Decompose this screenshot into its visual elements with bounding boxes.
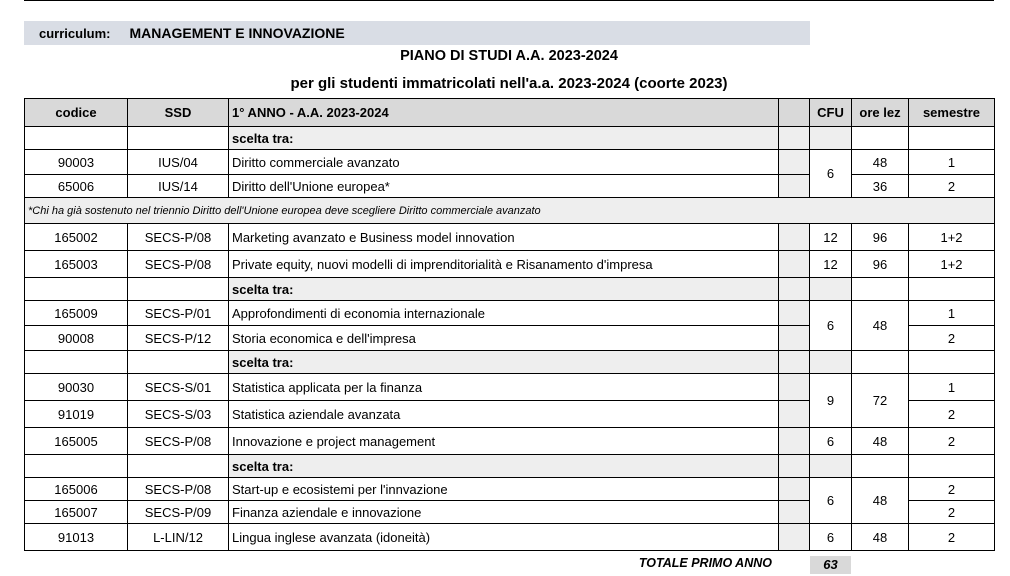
page-title: PIANO DI STUDI A.A. 2023-2024: [400, 48, 618, 64]
table-row: [25, 374, 995, 401]
scelta-label: scelta tra:: [229, 127, 779, 150]
header-codice: codice: [25, 99, 128, 127]
ore-cell: 48: [852, 428, 909, 455]
ssd-cell: IUS/14: [128, 175, 229, 198]
semestre-cell: 2: [909, 428, 995, 455]
study-plan-table: [24, 98, 995, 551]
scelta-row: [25, 127, 995, 150]
scelta-label: scelta tra:: [229, 278, 779, 301]
codice-cell: 165006: [25, 478, 128, 501]
ssd-cell: L-LIN/12: [128, 524, 229, 551]
cfu-cell: 6: [810, 150, 852, 198]
scelta-row: [25, 351, 995, 374]
scelta-row: [25, 455, 995, 478]
table-row: [25, 150, 995, 175]
curriculum-bar: [24, 21, 810, 45]
header-semestre: semestre: [909, 99, 995, 127]
ssd-cell: IUS/04: [128, 150, 229, 175]
ssd-cell: SECS-P/01: [128, 301, 229, 326]
cfu-cell: 6: [810, 428, 852, 455]
semestre-cell: 1: [909, 374, 995, 401]
ssd-cell: SECS-P/08: [128, 428, 229, 455]
semestre-cell: 2: [909, 175, 995, 198]
ore-cell: 48: [852, 524, 909, 551]
codice-cell: 165007: [25, 501, 128, 524]
table-row: [25, 224, 995, 251]
header-cfu: CFU: [810, 99, 852, 127]
course-name: Approfondimenti di economia internazionale: [229, 301, 779, 326]
semestre-cell: 2: [909, 524, 995, 551]
course-name: Private equity, nuovi modelli di imprenditorialità e Risanamento d'impresa: [229, 251, 779, 278]
ssd-cell: SECS-S/03: [128, 401, 229, 428]
totale-label: TOTALE PRIMO ANNO: [638, 556, 772, 570]
codice-cell: 65006: [25, 175, 128, 198]
header-row: [25, 99, 995, 127]
cfu-cell: 12: [810, 224, 852, 251]
codice-cell: 90008: [25, 326, 128, 351]
codice-cell: 90003: [25, 150, 128, 175]
table-row: [25, 524, 995, 551]
ssd-cell: SECS-P/08: [128, 478, 229, 501]
scelta-label: scelta tra:: [229, 455, 779, 478]
codice-cell: 165003: [25, 251, 128, 278]
semestre-cell: 2: [909, 478, 995, 501]
course-name: Statistica applicata per la finanza: [229, 374, 779, 401]
ore-cell: 96: [852, 251, 909, 278]
header-ore: ore lez: [852, 99, 909, 127]
note-row: [25, 198, 995, 224]
ssd-cell: SECS-P/09: [128, 501, 229, 524]
semestre-cell: 2: [909, 401, 995, 428]
course-name: Start-up e ecosistemi per l'innvazione: [229, 478, 779, 501]
codice-cell: 91019: [25, 401, 128, 428]
note-text: *Chi ha già sostenuto nel triennio Diritto dell'Unione europea deve scegliere Diritto commerciale avanzato: [25, 198, 995, 224]
cfu-cell: 6: [810, 301, 852, 351]
table-row: [25, 301, 995, 326]
cfu-cell: 6: [810, 478, 852, 524]
ore-cell: 96: [852, 224, 909, 251]
semestre-cell: 1: [909, 150, 995, 175]
course-name: Diritto dell'Unione europea*: [229, 175, 779, 198]
codice-cell: 165005: [25, 428, 128, 455]
totale-label-box: [24, 556, 810, 573]
semestre-cell: 1: [909, 301, 995, 326]
top-rule: [24, 0, 994, 1]
ssd-cell: SECS-S/01: [128, 374, 229, 401]
codice-cell: 165009: [25, 301, 128, 326]
ore-cell: 48: [852, 301, 909, 351]
codice-cell: 165002: [25, 224, 128, 251]
ssd-cell: SECS-P/08: [128, 251, 229, 278]
course-name: Innovazione e project management: [229, 428, 779, 455]
scelta-label: scelta tra:: [229, 351, 779, 374]
ore-cell: 72: [852, 374, 909, 428]
header-blank: [779, 99, 810, 127]
scelta-row: [25, 278, 995, 301]
course-name: Diritto commerciale avanzato: [229, 150, 779, 175]
cfu-cell: 6: [810, 524, 852, 551]
ssd-cell: SECS-P/12: [128, 326, 229, 351]
course-name: Statistica aziendale avanzata: [229, 401, 779, 428]
course-name: Finanza aziendale e innovazione: [229, 501, 779, 524]
header-ssd: SSD: [128, 99, 229, 127]
ore-cell: 48: [852, 150, 909, 175]
semestre-cell: 2: [909, 326, 995, 351]
ssd-cell: SECS-P/08: [128, 224, 229, 251]
codice-cell: 91013: [25, 524, 128, 551]
page-subtitle: per gli studenti immatricolati nell'a.a. 2023-2024 (coorte 2023): [290, 75, 728, 92]
ore-cell: 36: [852, 175, 909, 198]
semestre-cell: 2: [909, 501, 995, 524]
course-name: Marketing avanzato e Business model innovation: [229, 224, 779, 251]
semestre-cell: 1+2: [909, 224, 995, 251]
course-name: Lingua inglese avanzata (idoneità): [229, 524, 779, 551]
cfu-cell: 12: [810, 251, 852, 278]
curriculum-value: MANAGEMENT E INNOVAZIONE: [129, 25, 345, 41]
table-row: [25, 478, 995, 501]
semestre-cell: 1+2: [909, 251, 995, 278]
ore-cell: 48: [852, 478, 909, 524]
table-row: [25, 251, 995, 278]
totale-value: 63: [810, 556, 851, 574]
course-name: Storia economica e dell'impresa: [229, 326, 779, 351]
header-anno: 1° ANNO - A.A. 2023-2024: [229, 99, 779, 127]
table-row: [25, 428, 995, 455]
curriculum-label: curriculum:: [39, 25, 111, 41]
codice-cell: 90030: [25, 374, 128, 401]
cfu-cell: 9: [810, 374, 852, 428]
